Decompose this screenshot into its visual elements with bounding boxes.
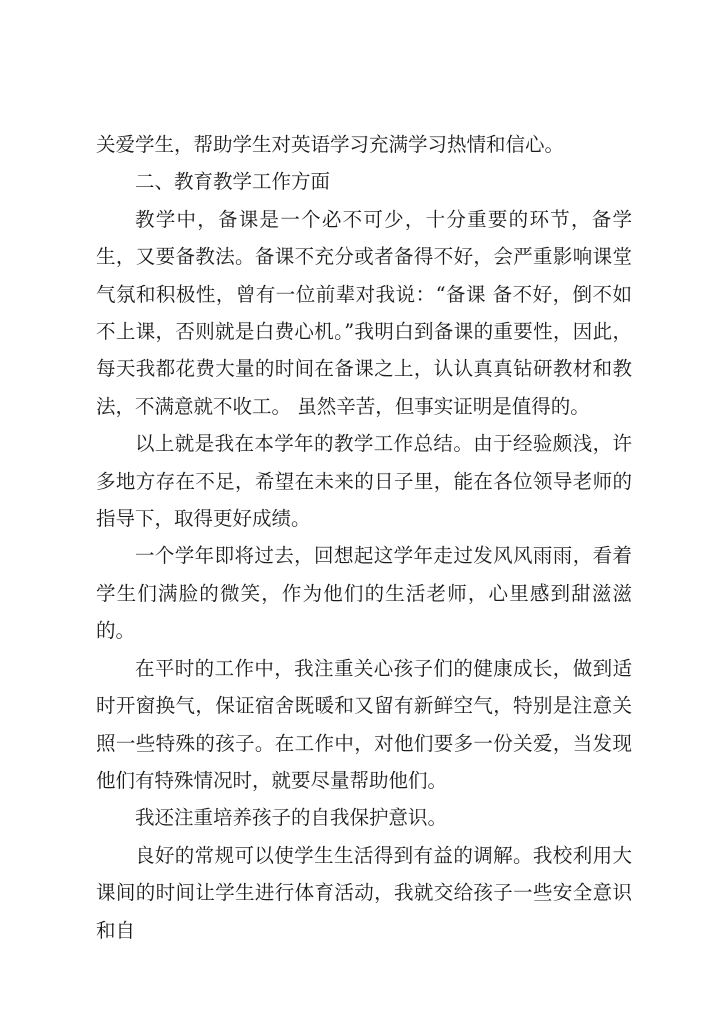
section-heading: 二、教育教学工作方面 <box>135 170 331 194</box>
document-page <box>96 126 632 949</box>
paragraph-continuation: 关爱学生，帮助学生对英语学习充满学习热情和信心。 <box>96 133 565 156</box>
paragraph-daily-work: 在平时的工作中，我注重关心孩子们的健康成长，做到适时开窗换气，保证宿舍既暖和又留有新鲜空气，特别是注意关照一些特殊的孩子。在工作中，对他们要多一份关爱，当发现他们有特殊情况时，就要尽量帮助他们。 <box>96 656 632 792</box>
paragraph-summary: 以上就是我在本学年的教学工作总结。由于经验颇浅，许多地方存在不足，希望在未来的日子里，能在各位领导老师的指导下，取得更好成绩。 <box>96 432 632 531</box>
paragraph-lesson-prep: 教学中，备课是一个必不可少，十分重要的环节，备学生，又要备教法。备课不充分或者备得不好，会严重影响课堂气氛和积极性，曾有一位前辈对我说：“备课 备不好，倒不如不上课，否则就是白费心机。”我明白到备课的重要性，因此，每天我都花费大量的时间在备课之上，认认真真钻研教材和教法，不满意就不收工。 虽然辛苦，但事实证明是值得的。 <box>96 207 632 418</box>
paragraph-self-protection: 我还注重培养孩子的自我保护意识。 <box>135 806 448 830</box>
paragraph-school-year: 一个学年即将过去，回想起这学年走过发风风雨雨，看着学生们满脸的微笑，作为他们的生活老师，心里感到甜滋滋的。 <box>96 544 632 643</box>
paragraph-routine: 良好的常规可以使学生生活得到有益的调解。我校利用大课间的时间让学生进行体育活动，我就交给孩子一些安全意识和自 <box>96 843 632 942</box>
